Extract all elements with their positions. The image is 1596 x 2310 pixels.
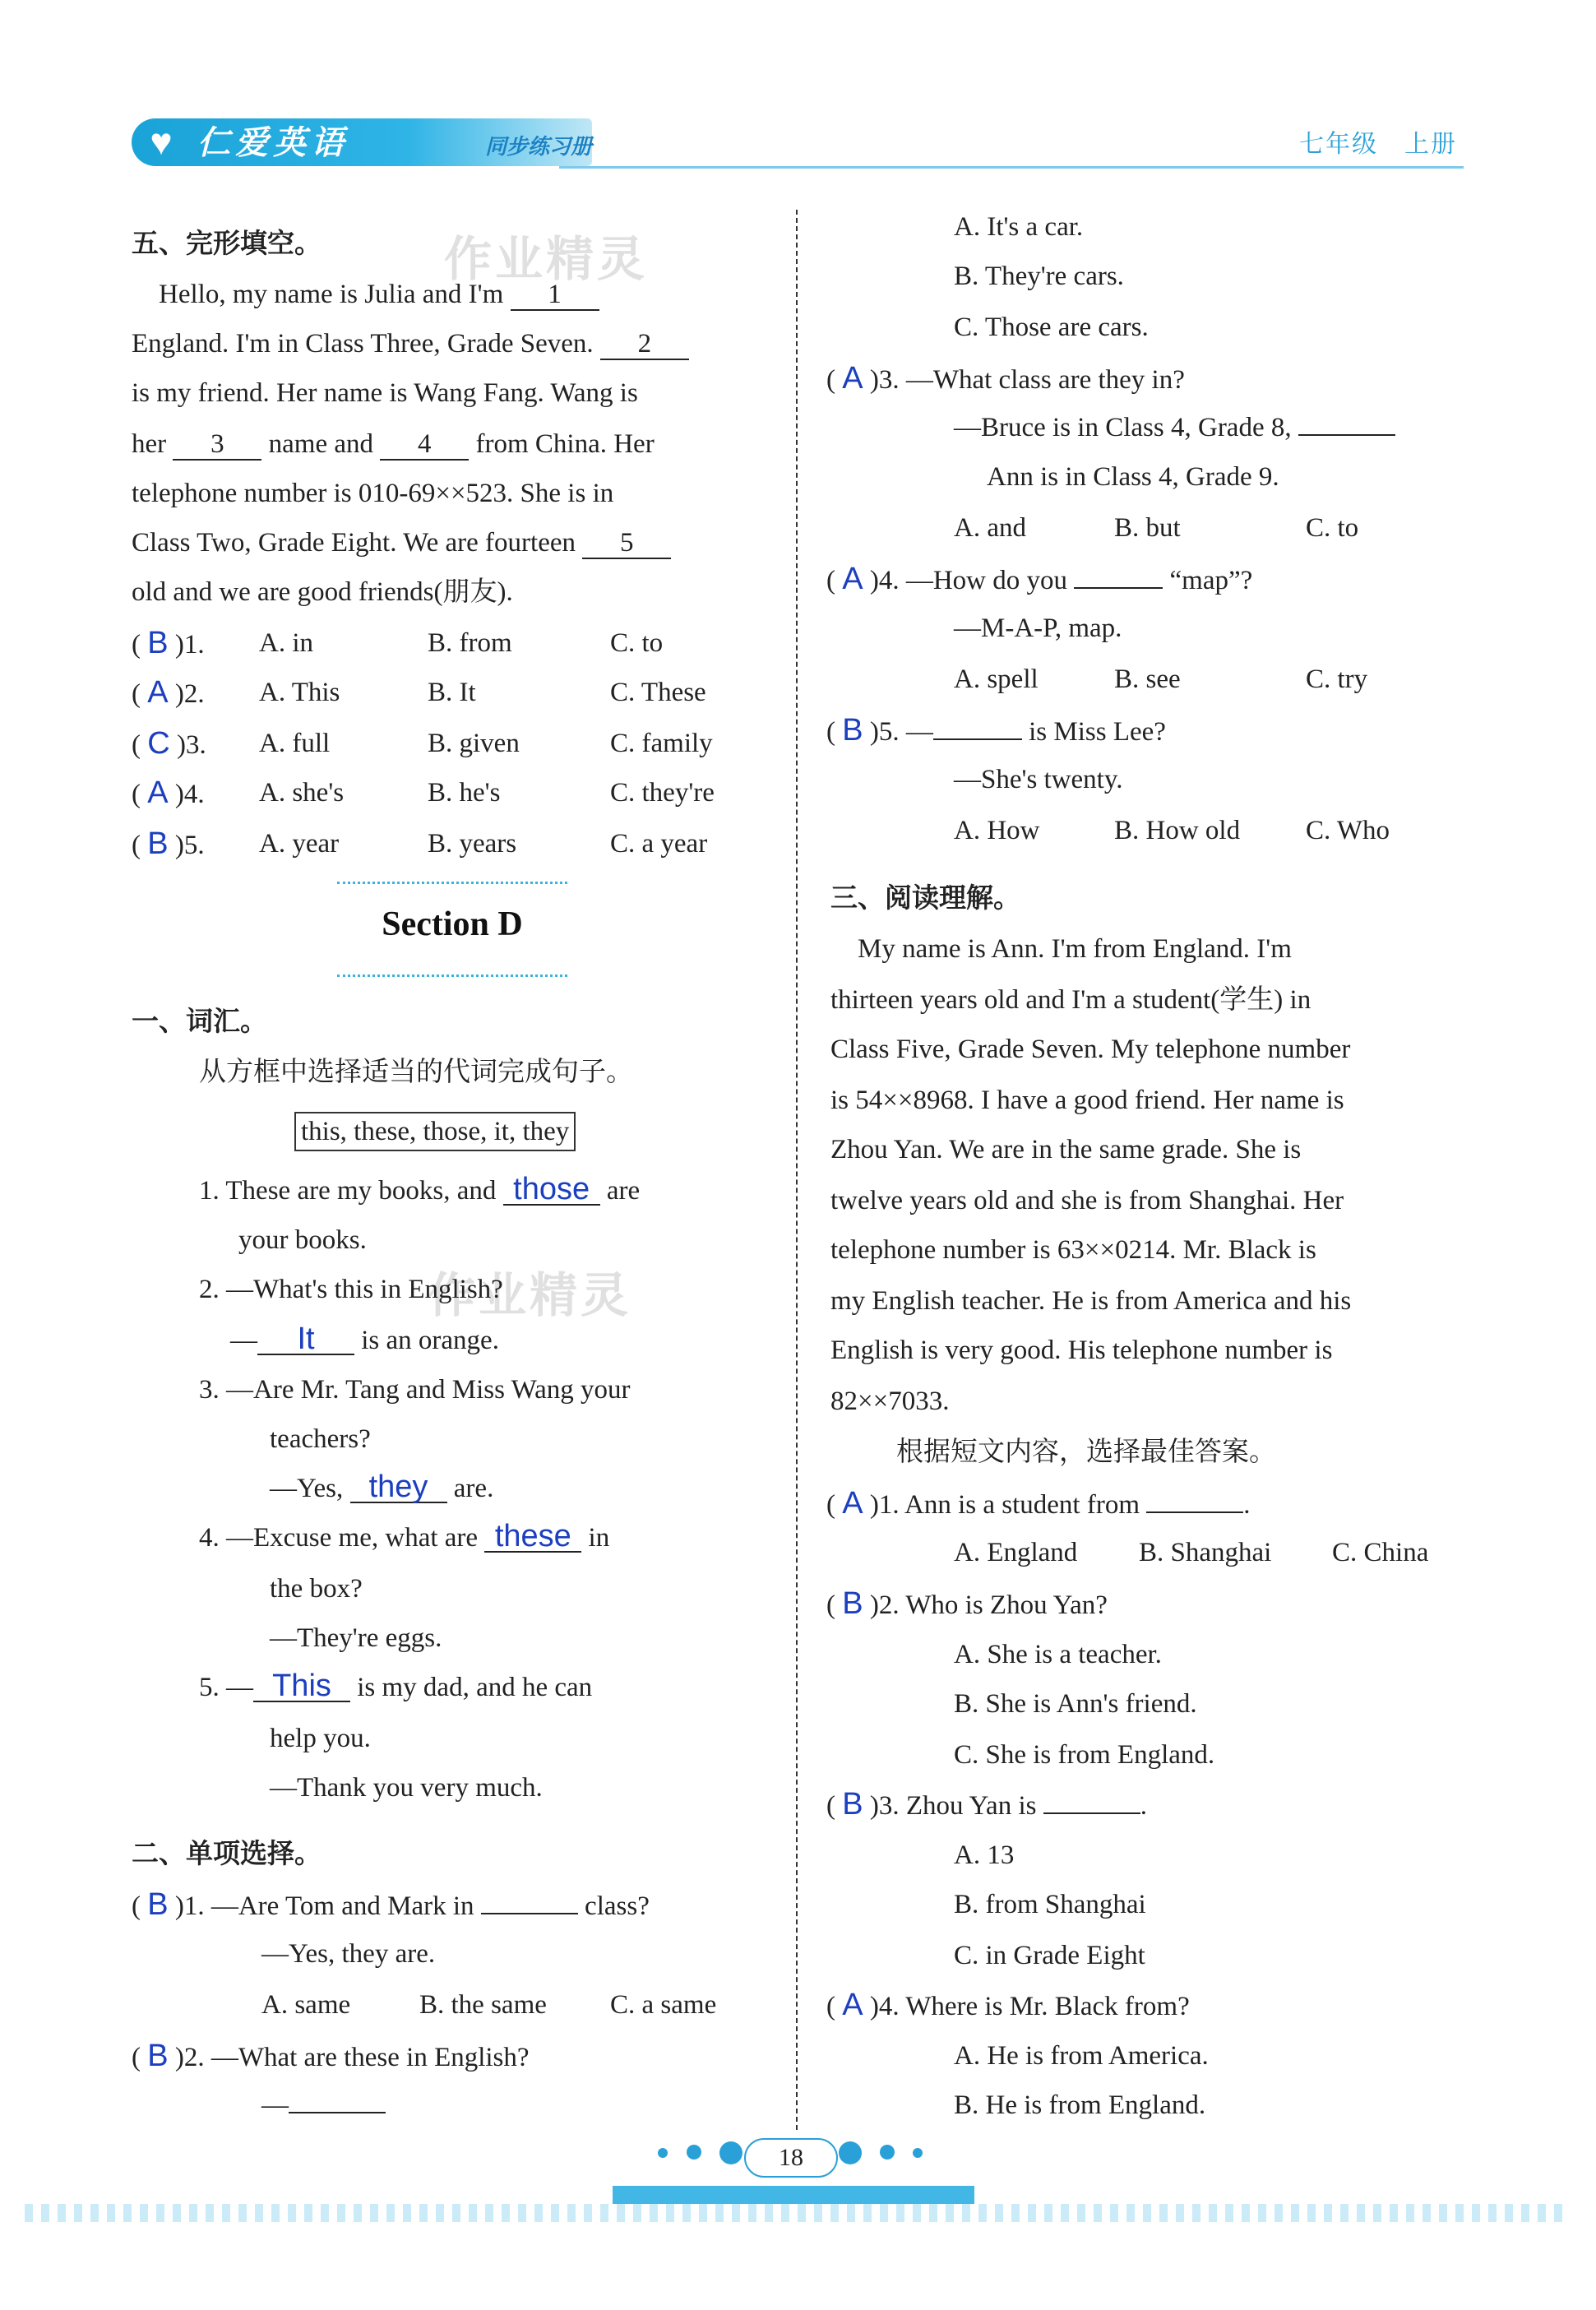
single-question-5: ( B )5. — is Miss Lee? <box>826 713 1166 748</box>
answer: B <box>842 1586 863 1621</box>
cloze-line: telephone number is 010-69××523. She is in <box>132 479 614 508</box>
option-b: B. years <box>428 829 517 859</box>
page-number: 18 <box>744 2138 838 2178</box>
answer: A <box>147 675 169 710</box>
reading-line: English is very good. His telephone number is <box>830 1336 1333 1365</box>
header-rule <box>559 166 1464 169</box>
item-text: — <box>230 1326 257 1355</box>
answer: A <box>147 775 169 810</box>
vocab-item-text: help you. <box>270 1724 371 1753</box>
cloze-line: old and we are good friends(朋友). <box>132 577 513 607</box>
single-question-2: ( B )2. —What are these in English? <box>132 2039 530 2073</box>
cloze-blank: 4 <box>380 429 469 461</box>
question-number: )4. <box>174 780 205 809</box>
option-a: A. same <box>261 1990 351 2020</box>
question-blank <box>1298 434 1395 436</box>
vocab-item-text: the box? <box>270 1574 363 1604</box>
word-box: this, these, those, it, they <box>294 1112 576 1151</box>
footer-band <box>25 2204 1571 2222</box>
option-a: A. England <box>954 1538 1078 1567</box>
single-question-3: ( A )3. —What class are they in? <box>826 361 1185 396</box>
answer-blank: those <box>503 1174 600 1206</box>
reading-question-4: ( A )4. Where is Mr. Black from? <box>826 1988 1190 2022</box>
footer-bar <box>613 2186 974 2204</box>
vocab-item-text <box>270 1472 493 1505</box>
answer-blank: This <box>253 1671 350 1702</box>
answer-blank: It <box>257 1324 354 1355</box>
reading-line: telephone number is 63××0214. Mr. Black is <box>830 1235 1316 1265</box>
section-title-box <box>337 882 567 972</box>
reading-question-2: ( B )2. Who is Zhou Yan? <box>826 1586 1108 1621</box>
cloze-line <box>132 327 689 360</box>
cloze-blank: 5 <box>582 528 671 559</box>
vocab-item-text: teachers? <box>270 1424 371 1454</box>
option-a: A. she's <box>259 778 345 808</box>
question-text: Ann is in Class 4, Grade 9. <box>987 462 1279 492</box>
vocab-item-2: 2. —What's this in English? <box>199 1275 503 1304</box>
single-choice-heading: 二、单项选择。 <box>132 1837 322 1869</box>
reading-line: Class Five, Grade Seven. My telephone number <box>830 1035 1351 1064</box>
vocab-item-text <box>230 1324 499 1357</box>
option-c: C. China <box>1332 1538 1429 1567</box>
subtitle: 同步练习册 <box>485 135 593 160</box>
item-text: 1. These are my books, and <box>199 1176 503 1206</box>
option-b: B. given <box>428 729 520 758</box>
reading-line: my English teacher. He is from America and his <box>830 1286 1352 1316</box>
reading-line: Zhou Yan. We are in the same grade. She is <box>830 1135 1302 1164</box>
cloze-question-2: ( A )2. <box>132 675 205 710</box>
cloze-line <box>132 428 655 461</box>
option-b: B. He is from England. <box>954 2090 1206 2120</box>
option-c: C. in Grade Eight <box>954 1941 1145 1970</box>
footer-dot <box>687 2145 701 2160</box>
vocab-instruction: 从方框中选择适当的代词完成句子。 <box>199 1058 633 1087</box>
question-text <box>954 411 1395 444</box>
question-text: . <box>1243 1490 1251 1520</box>
item-text: is my dad, and he can <box>350 1673 593 1702</box>
option-b: B. She is Ann's friend. <box>954 1689 1197 1719</box>
footer-dot <box>913 2148 923 2158</box>
option-a: A. This <box>259 678 340 707</box>
single-question-4: ( A )4. —How do you “map”? <box>826 562 1253 596</box>
cloze-line <box>132 278 599 311</box>
reading-line: 82××7033. <box>830 1386 950 1416</box>
question-text: — <box>261 2090 289 2120</box>
footer-dot <box>719 2141 742 2164</box>
watermark: 作业精灵 <box>428 1267 632 1323</box>
option-b: B. see <box>1114 664 1181 694</box>
item-text: are. <box>446 1474 494 1503</box>
question-text: )4. Where is Mr. Black from? <box>869 1992 1190 2021</box>
cloze-text: her <box>132 429 173 459</box>
question-blank <box>1074 587 1163 589</box>
cloze-text: England. I'm in Class Three, Grade Seven. <box>132 329 600 359</box>
option-b: B. the same <box>419 1990 547 2020</box>
vocab-item-4 <box>199 1521 609 1554</box>
question-blank <box>481 1913 578 1914</box>
option-c: C. Who <box>1306 816 1390 845</box>
reading-line: My name is Ann. I'm from England. I'm <box>830 934 1292 964</box>
option-c: C. These <box>610 678 706 707</box>
question-text: —Bruce is in Class 4, Grade 8, <box>954 413 1298 442</box>
cloze-heading: 五、完形填空。 <box>132 227 322 259</box>
reading-line: is 54××8968. I have a good friend. Her name is <box>830 1086 1344 1115</box>
cloze-question-3: ( C )3. <box>132 726 206 761</box>
vocab-item-text: your books. <box>238 1225 367 1255</box>
column-divider <box>796 210 798 2130</box>
answer: A <box>842 562 863 596</box>
question-blank <box>289 2112 386 2113</box>
option-c: C. She is from England. <box>954 1740 1215 1770</box>
question-text: class? <box>577 1891 650 1921</box>
question-text: )1. Ann is a student from <box>869 1490 1147 1520</box>
heart-logo-icon: ♥ <box>150 121 173 163</box>
grade-label: 七年级 上册 <box>1299 130 1457 159</box>
option-c: C. to <box>610 628 664 658</box>
question-text: )3. —What class are they in? <box>869 365 1185 395</box>
question-blank <box>1043 1812 1140 1814</box>
answer: A <box>842 1486 863 1521</box>
question-blank <box>933 738 1022 740</box>
cloze-blank: 1 <box>511 280 599 311</box>
option-a: A. How <box>954 816 1040 845</box>
cloze-blank: 2 <box>600 329 689 360</box>
answer: B <box>842 1787 863 1822</box>
question-number: )3. <box>176 730 206 760</box>
option-b: B. he's <box>428 778 501 808</box>
option-c: C. try <box>1306 664 1368 694</box>
question-text <box>261 2089 386 2122</box>
option-a: A. in <box>259 628 313 658</box>
vocab-item-3: 3. —Are Mr. Tang and Miss Wang your <box>199 1375 631 1405</box>
question-number: )1. <box>174 630 205 660</box>
option-a: A. spell <box>954 664 1039 694</box>
option-c: C. they're <box>610 778 715 808</box>
logo-text: 仁爱英语 <box>197 124 349 162</box>
option-c: C. Those are cars. <box>954 312 1149 342</box>
vocab-item-text: —Thank you very much. <box>270 1773 543 1803</box>
question-blank <box>1146 1511 1243 1513</box>
option-a: A. and <box>954 513 1026 543</box>
footer-dot <box>880 2145 895 2160</box>
section-title: Section D <box>382 905 523 943</box>
option-c: C. to <box>1306 513 1359 543</box>
option-b: B. How old <box>1114 816 1241 845</box>
cloze-question-5: ( B )5. <box>132 826 205 861</box>
option-b: B. from Shanghai <box>954 1890 1146 1919</box>
answer: C <box>147 726 170 761</box>
footer-dot <box>658 2148 668 2158</box>
option-a: A. full <box>259 729 331 758</box>
cloze-text: name and <box>261 429 381 459</box>
question-text: —She's twenty. <box>954 765 1123 794</box>
question-number: )2. <box>174 679 205 709</box>
cloze-question-1: ( B )1. <box>132 626 205 660</box>
answer: B <box>842 713 863 748</box>
question-text: )4. —How do you <box>869 566 1075 595</box>
reading-question-3: ( B )3. Zhou Yan is . <box>826 1787 1147 1822</box>
item-text: 5. — <box>199 1673 253 1702</box>
answer-blank: these <box>484 1521 581 1553</box>
question-text: . <box>1140 1791 1147 1821</box>
answer-blank: they <box>350 1472 447 1503</box>
question-text: )2. —What are these in English? <box>174 2043 530 2072</box>
answer: A <box>842 1988 863 2022</box>
cloze-blank: 3 <box>173 429 261 461</box>
item-text: 4. —Excuse me, what are <box>199 1523 485 1553</box>
reading-question-1: ( A )1. Ann is a student from . <box>826 1486 1251 1521</box>
cloze-question-4: ( A )4. <box>132 775 205 810</box>
question-text: —M-A-P, map. <box>954 613 1122 643</box>
cloze-text: from China. Her <box>469 429 655 459</box>
cloze-line: is my friend. Her name is Wang Fang. Wang is <box>132 378 638 408</box>
footer-dot <box>839 2141 862 2164</box>
question-text: “map”? <box>1163 566 1253 595</box>
reading-line: thirteen years old and I'm a student(学生) in <box>830 985 1311 1015</box>
reading-heading: 三、阅读理解。 <box>830 882 1020 914</box>
cloze-text: Hello, my name is Julia and I'm <box>132 280 511 309</box>
question-text: )3. Zhou Yan is <box>869 1791 1043 1821</box>
option-b: B. They're cars. <box>954 262 1124 291</box>
option-a: A. He is from America. <box>954 2041 1209 2071</box>
option-c: C. a same <box>610 1990 717 2020</box>
option-a: A. year <box>259 829 340 859</box>
cloze-line <box>132 526 671 559</box>
vocab-heading: 一、词汇。 <box>132 1005 267 1037</box>
item-text: are <box>599 1176 641 1206</box>
option-b: B. It <box>428 678 476 707</box>
question-text: )5. — <box>869 717 933 747</box>
watermark: 作业精灵 <box>444 231 649 287</box>
question-text: —Yes, they are. <box>261 1939 436 1969</box>
item-text: is an orange. <box>354 1326 499 1355</box>
item-text: —Yes, <box>270 1474 350 1503</box>
option-b: B. but <box>1114 513 1181 543</box>
option-c: C. family <box>610 729 713 758</box>
single-question-1: ( B )1. —Are Tom and Mark in class? <box>132 1887 650 1922</box>
answer: B <box>147 1887 169 1922</box>
option-a: A. It's a car. <box>954 212 1084 242</box>
option-c: C. a year <box>610 829 708 859</box>
option-a: A. 13 <box>954 1840 1015 1870</box>
question-text: )2. Who is Zhou Yan? <box>869 1590 1108 1620</box>
item-text: in <box>581 1523 610 1553</box>
vocab-item-1 <box>199 1174 640 1207</box>
vocab-item-text: —They're eggs. <box>270 1623 442 1653</box>
option-b: B. from <box>428 628 512 658</box>
option-a: A. She is a teacher. <box>954 1640 1162 1669</box>
question-text: )1. —Are Tom and Mark in <box>174 1891 481 1921</box>
answer: B <box>147 626 169 660</box>
question-text: is Miss Lee? <box>1021 717 1166 747</box>
option-b: B. Shanghai <box>1139 1538 1272 1567</box>
vocab-item-5 <box>199 1671 592 1704</box>
cloze-text: Class Two, Grade Eight. We are fourteen <box>132 528 583 558</box>
page-header <box>132 115 1464 173</box>
reading-line: twelve years old and she is from Shanghai. Her <box>830 1186 1344 1215</box>
reading-instruction: 根据短文内容，选择最佳答案。 <box>896 1437 1276 1467</box>
question-number: )5. <box>174 831 205 860</box>
answer: B <box>147 826 169 861</box>
answer: B <box>147 2039 169 2073</box>
answer: A <box>842 361 863 396</box>
